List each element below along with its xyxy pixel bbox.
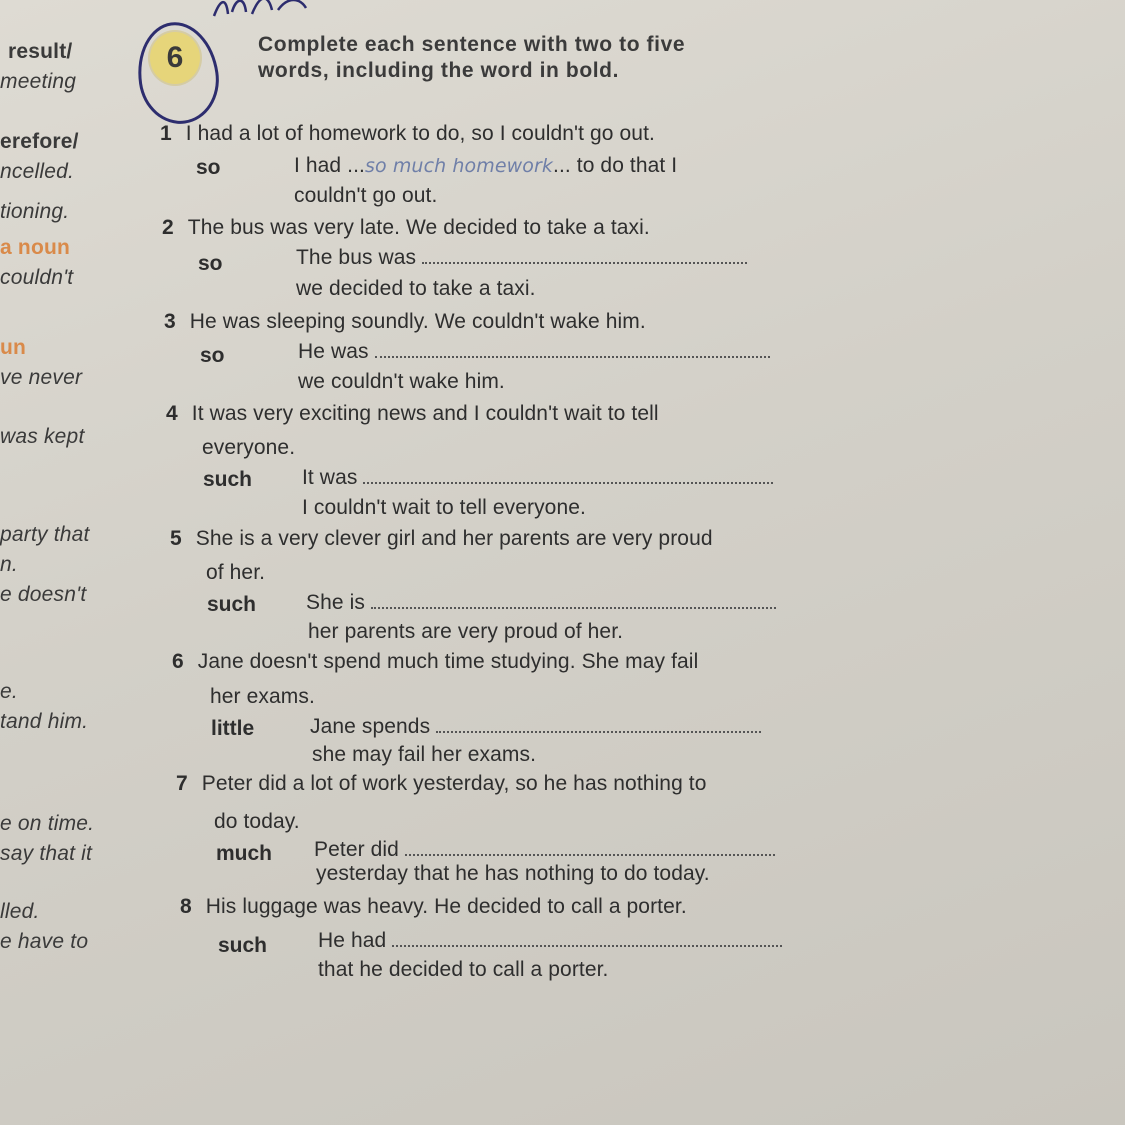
answer-blank[interactable]	[392, 929, 782, 947]
keyword: much	[216, 842, 273, 865]
answer-blank[interactable]	[363, 466, 773, 484]
prompt-text: He was sleeping soundly. We couldn't wake him.	[189, 310, 646, 333]
item-prompt	[162, 216, 650, 240]
answer-blank[interactable]	[436, 715, 761, 733]
handwritten-scribble	[210, 0, 330, 22]
margin-fragment: tand him.	[0, 710, 89, 733]
sentence-start: He had	[318, 929, 387, 952]
sentence-end: her parents are very proud of her.	[308, 620, 624, 643]
margin-fragment: ncelled.	[0, 160, 74, 183]
item-number: 5	[170, 527, 182, 550]
sentence-start: It was	[302, 466, 358, 489]
item-number: 8	[180, 895, 192, 918]
sentence-continuation: ... to do that I	[553, 154, 678, 177]
keyword: so	[198, 252, 223, 275]
prompt-text: her exams.	[210, 685, 315, 708]
answer-blank[interactable]	[422, 246, 747, 264]
sentence-end: we decided to take a taxi.	[296, 277, 536, 300]
keyword: such	[218, 934, 268, 957]
exercise-number-badge: 6	[150, 32, 200, 84]
sentence-end: that he decided to call a porter.	[318, 958, 609, 981]
item-prompt	[180, 895, 687, 919]
margin-fragment: meeting	[0, 70, 77, 93]
margin-fragment: e have to	[0, 930, 89, 953]
prompt-text: of her.	[206, 561, 266, 584]
keyword: such	[203, 468, 253, 491]
prompt-text: I had a lot of homework to do, so I couldn't go out.	[185, 122, 655, 145]
item-prompt	[172, 650, 698, 674]
prompt-text: Jane doesn't spend much time studying. She may fail	[197, 650, 699, 673]
sentence-end: we couldn't wake him.	[298, 370, 505, 393]
item-prompt	[164, 310, 646, 334]
prompt-text: It was very exciting news and I couldn't wait to tell	[191, 402, 659, 425]
sentence-start: Jane spends	[310, 715, 431, 738]
item-answer-line	[296, 246, 747, 270]
keyword: so	[200, 344, 225, 367]
keyword: little	[211, 717, 255, 740]
item-number: 6	[172, 650, 184, 673]
item-prompt	[160, 122, 655, 146]
margin-fragment: n.	[0, 553, 18, 576]
answer-blank[interactable]	[405, 838, 775, 856]
margin-fragment: party that	[0, 523, 90, 546]
sentence-start: The bus was	[296, 246, 417, 269]
sentence-start: He was	[298, 340, 369, 363]
item-number: 3	[164, 310, 176, 333]
item-prompt	[166, 402, 659, 426]
answer-blank[interactable]	[375, 340, 770, 358]
margin-fragment: e.	[0, 680, 18, 703]
margin-fragment: erefore/	[0, 130, 79, 153]
prompt-text: The bus was very late. We decided to take a taxi.	[187, 216, 650, 239]
prompt-text: everyone.	[202, 436, 296, 459]
margin-fragment: e on time.	[0, 812, 95, 835]
margin-fragment: was kept	[0, 425, 85, 448]
instruction-line: Complete each sentence with two to five	[258, 33, 686, 56]
item-prompt	[170, 527, 713, 551]
item-number: 1	[160, 122, 172, 145]
exercise-instruction	[258, 32, 798, 84]
margin-fragment: ve never	[0, 366, 83, 389]
item-answer-line	[302, 466, 773, 490]
prompt-text: do today.	[214, 810, 300, 833]
sentence-start: She is	[306, 591, 365, 614]
keyword: such	[207, 593, 257, 616]
margin-fragment: couldn't	[0, 266, 74, 289]
item-prompt	[176, 772, 707, 796]
margin-fragment: tioning.	[0, 200, 70, 223]
sentence-end: she may fail her exams.	[312, 743, 537, 766]
sentence-end: couldn't go out.	[294, 184, 438, 207]
prompt-text: She is a very clever girl and her parents are very proud	[195, 527, 713, 550]
item-answer-line	[310, 715, 761, 739]
item-answer-line	[318, 929, 782, 953]
sentence-start: Peter did	[314, 838, 399, 861]
item-answer-line	[294, 154, 677, 178]
answer-blank[interactable]	[371, 591, 776, 609]
prompt-text: His luggage was heavy. He decided to call a porter.	[205, 895, 687, 918]
item-number: 2	[162, 216, 174, 239]
margin-fragment: e doesn't	[0, 583, 87, 606]
handwritten-answer: so much homework	[364, 155, 554, 177]
margin-fragment: say that it	[0, 842, 93, 865]
item-number: 7	[176, 772, 188, 795]
margin-fragment: a noun	[0, 236, 71, 259]
item-number: 4	[166, 402, 178, 425]
keyword: so	[196, 156, 221, 179]
margin-fragment: result/	[8, 40, 73, 63]
sentence-end: yesterday that he has nothing to do today.	[316, 862, 710, 885]
item-answer-line	[298, 340, 770, 364]
item-answer-line	[314, 838, 775, 862]
item-answer-line	[306, 591, 776, 615]
sentence-start: I had ...	[294, 154, 365, 177]
prompt-text: Peter did a lot of work yesterday, so he has nothing to	[201, 772, 707, 795]
margin-fragment: un	[0, 336, 27, 359]
sentence-end: I couldn't wait to tell everyone.	[302, 496, 586, 519]
instruction-line: words, including the word in bold.	[258, 59, 620, 82]
margin-fragment: lled.	[0, 900, 40, 923]
